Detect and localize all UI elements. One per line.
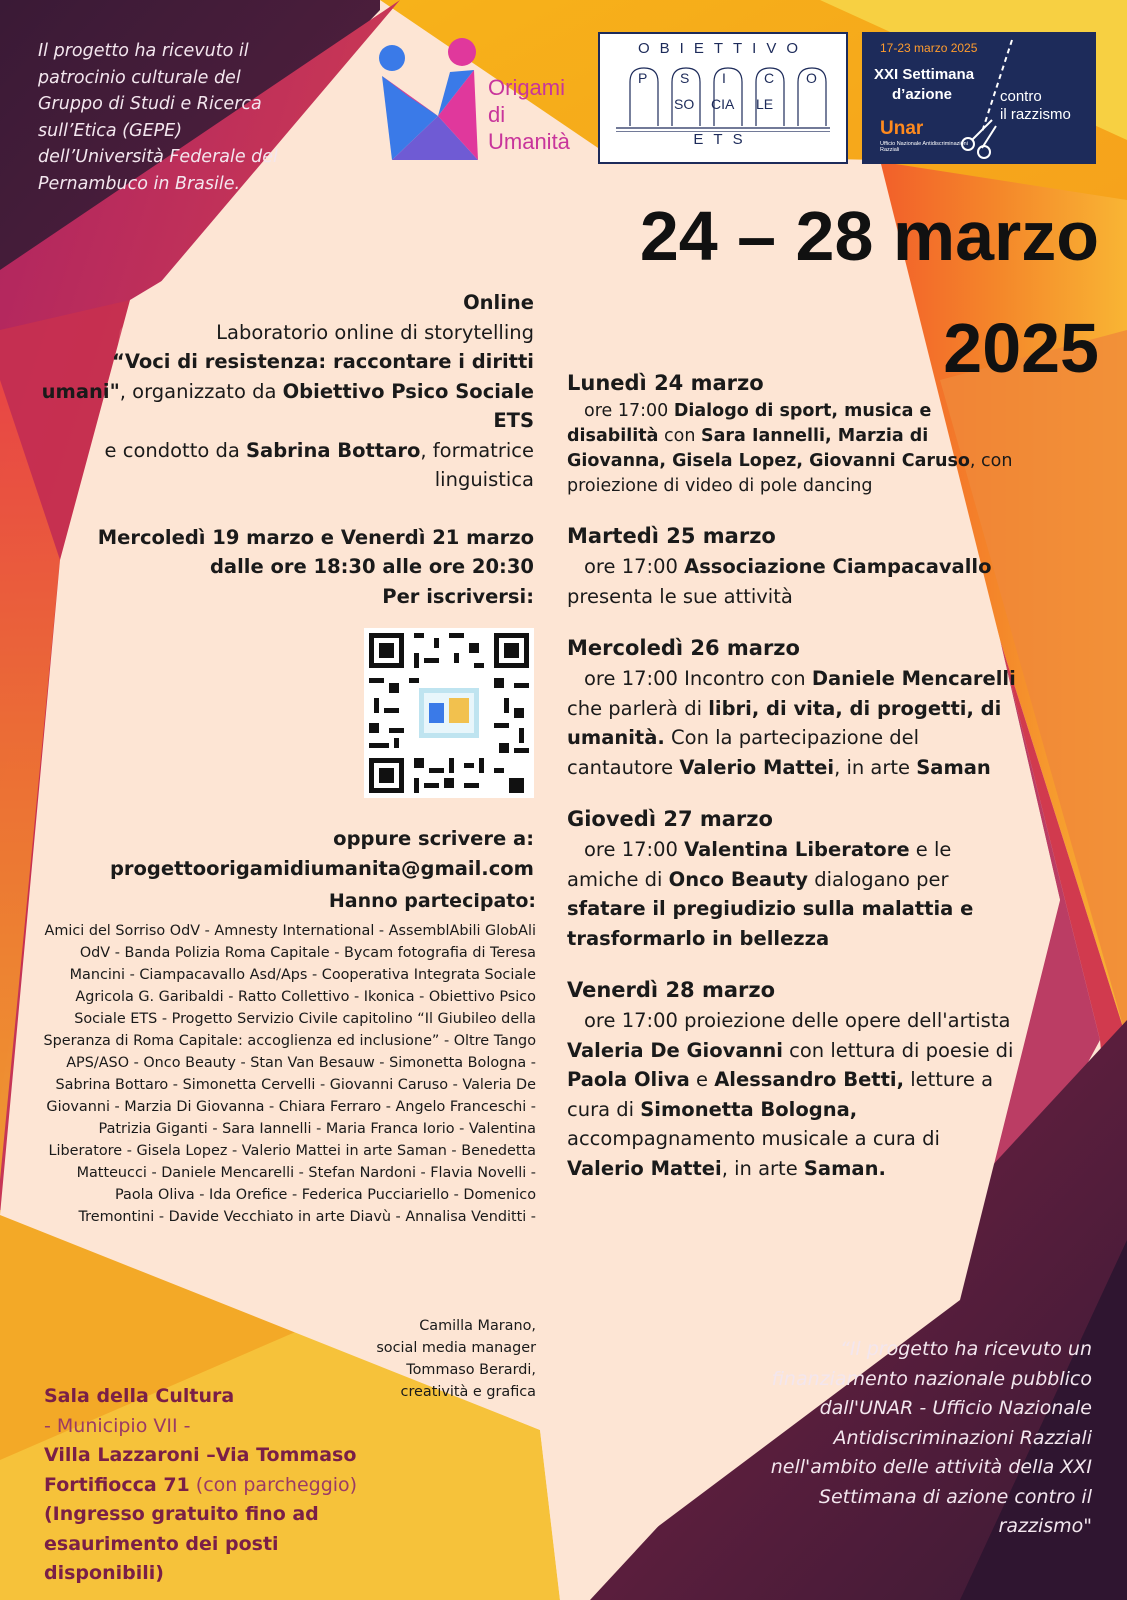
patronage-note: Il progetto ha ricevuto il patrocinio culturale del Gruppo di Studi e Ricerca sull’Etica (GEPE) dell’Università Federale del Pernambuco in Brasile. [38, 41, 278, 194]
unar-line-1: XXI Settimana [874, 66, 975, 83]
unar-brand: Unar [880, 118, 924, 139]
signup-label: Per iscriversi: [382, 584, 534, 608]
funding-quote: “Il progetto ha ricevuto un finanziamento nazionale pubblico dall'UNAR - Ufficio Nazionale Antidiscriminazioni Razziali nell'ambito delle attività della XXI Settimana di azione contro il razzismo" [770, 1338, 1092, 1537]
day-4-topic: sfatare il pregiudizio sulla malattia e trasformarlo in bellezza [567, 897, 974, 950]
online-hours: dalle ore 18:30 alle ore 20:30 [209, 555, 534, 578]
day-4-guest: Valentina Liberatore [684, 838, 910, 861]
online-lab-line: Laboratorio online di storytelling [216, 320, 534, 344]
partners-list: Amici del Sorriso OdV - Amnesty International - AssemblAbili GlobAli OdV - Banda Polizia Roma Capitale - Bycam fotografia di Teresa Mancini - Ciampacavallo Asd/Aps - Cooperativa Integrata Sociale Agricola G. Garibaldi - Ratto Collettivo - Ikonica - Obiettivo Psico Sociale ETS - Progetto Servizio Civile capitolino “Il Giubileo della Speranza di Roma Capitale: accoglienza ed inclusione” - Oltre Tango APS/ASO - Onco Beauty - Stan Van Besauw - Simonetta Bologna - Sabrina Bottaro - Simonetta Cervelli - Giovanni Caruso - Valeria De Giovanni - Marzia Di Giovanna - Chiara Ferraro - Angelo Franceschi - Patrizia Giganti - Sara Iannelli - Maria Franca Iorio - Valentina Liberatore - Gisela Lopez - Valerio Mattei in arte Saman - Benedetta Matteucci - Daniele Mencarelli - Stefan Nardoni - Flavia Novelli - Paola Oliva - Ida Orefice - Federica Pucciariello - Domenico Tremontini - Davide Vecchiato in arte Diavù - Annalisa Venditti - [43, 923, 536, 1225]
origami-di-umanita-logo [378, 36, 598, 164]
program-day-1 [567, 368, 1017, 499]
credit-1-role: social media manager [376, 1340, 536, 1356]
organizer-name: Obiettivo Psico Sociale ETS [282, 379, 534, 432]
online-heading: Online [463, 291, 534, 314]
venue-free-entry: (Ingresso gratuito fino ad esaurimento dei posti disponibili) [44, 1503, 319, 1584]
day-5-text-1: con lettura di poesie di [782, 1038, 1014, 1062]
day-5-text-3: letture a cura di [567, 1068, 994, 1121]
program-day-4 [567, 804, 1017, 953]
day-5-poet-2: Alessandro Betti, [714, 1068, 905, 1091]
venue-name: Sala della Cultura [44, 1385, 235, 1407]
ops-letter-s: S [680, 70, 690, 86]
ops-bottom-word: ETS [693, 131, 753, 148]
venue-parking: (con parcheggio) [189, 1473, 358, 1496]
organized-by-text: , organizzato da [119, 379, 283, 403]
ops-syllable-so: SO [674, 96, 695, 112]
day-3-time: ore 17:00 Incontro con [584, 667, 812, 690]
day-4-text-1: e le amiche di [567, 838, 952, 891]
day-1-guests: Sara Iannelli, Marzia di Giovanna, Gisela Lopez, Giovanni Caruso [567, 426, 970, 471]
day-1-text-1: con [658, 426, 701, 446]
unar-subtitle: Ufficio Nazionale Antidiscriminazioni Razziali [880, 141, 968, 153]
contact-section [40, 824, 534, 883]
venue-info [44, 1382, 404, 1589]
write-to-label: oppure scrivere a: [333, 827, 534, 850]
ops-syllable-cia: CIA [711, 96, 735, 112]
program-day-3 [567, 633, 1017, 782]
day-5-time: ore 17:00 proiezione delle opere dell'artista [584, 1009, 1011, 1032]
day-3-text-3: , in arte [834, 755, 917, 779]
contact-email-link[interactable]: progettoorigamidiumanita@gmail.com [109, 856, 534, 880]
day-5-text-4: accompagnamento musicale a cura di [567, 1127, 940, 1150]
day-3-topic: libri, di vita, di progetti, di umanità. [567, 696, 1002, 749]
teacher-name: Sabrina Bottaro [246, 438, 421, 462]
unar-settimana-logo [862, 32, 1096, 164]
day-3-description [567, 664, 1017, 782]
day-3-guest: Daniele Mencarelli [811, 667, 1016, 690]
credit-2-role: creatività e grafica [400, 1384, 536, 1400]
day-2-guest: Associazione Ciampacavallo [684, 555, 992, 578]
day-4-time: ore 17:00 [584, 838, 685, 861]
day-5-title: Venerdì 28 marzo [567, 978, 776, 1002]
venue-address-line [44, 1441, 404, 1500]
venue-municipio: - Municipio VII - [44, 1414, 191, 1437]
unar-dates: 17-23 marzo 2025 [880, 41, 978, 55]
day-4-association: Onco Beauty [668, 867, 809, 891]
workshop-title: “Voci di resistenza: raccontare i diritti umani" [41, 350, 534, 403]
day-2-description [567, 552, 1017, 611]
program-day-2 [567, 521, 1017, 611]
day-3-text-1: che parlerà di [567, 696, 709, 720]
day-5-stage-name: Saman. [803, 1156, 886, 1180]
ops-letter-i: I [722, 70, 726, 86]
signup-qr-code[interactable] [364, 628, 534, 798]
day-5-text-2: e [689, 1068, 715, 1091]
day-4-text-2: dialogano per [808, 867, 949, 891]
event-dates-line-1: 24 – 28 marzo [639, 197, 1099, 275]
ops-syllable-le: LE [756, 96, 774, 112]
origami-word-2: di [488, 102, 506, 127]
origami-word-3: Umanità [488, 129, 570, 154]
event-dates-line-2: 2025 [943, 309, 1099, 387]
led-by-text: e condotto da [104, 438, 246, 462]
unar-line-4: il razzismo [1000, 106, 1071, 123]
ops-letter-p: P [638, 70, 648, 86]
day-5-text-5: , in arte [721, 1156, 804, 1180]
qr-code-icon [364, 628, 534, 798]
online-dates: Mercoledì 19 marzo e Venerdì 21 marzo [97, 525, 534, 549]
day-3-text-2: Con la partecipazione del cantautore [567, 726, 920, 779]
unar-line-3: contro [1000, 88, 1042, 105]
origami-figures-icon [378, 36, 488, 164]
day-1-text-2: , con proiezione di video di pole dancing [567, 451, 1013, 496]
day-5-description [567, 1006, 1017, 1183]
day-2-text-1: presenta le sue attività [567, 584, 793, 608]
online-led-by [40, 436, 534, 495]
credit-1-name: Camilla Marano, [419, 1318, 536, 1334]
day-5-poet-1: Paola Oliva [567, 1068, 690, 1091]
ops-top-word: OBIETTIVO [637, 40, 808, 57]
day-1-time: ore 17:00 [584, 401, 674, 421]
unar-line-2: d’azione [892, 86, 953, 103]
day-1-topic: Dialogo di sport, musica e disabilità [567, 401, 932, 446]
day-3-title: Mercoledì 26 marzo [567, 636, 800, 660]
program-day-5 [567, 975, 1017, 1183]
online-workshop-section [40, 288, 534, 611]
day-5-musician: Valerio Mattei [567, 1156, 722, 1180]
ops-letter-o: O [806, 70, 817, 86]
program-schedule [567, 368, 1017, 1205]
venue-address: Villa Lazzaroni –Via Tommaso Fortifiocca 71 [44, 1444, 357, 1496]
teacher-role: , formatrice linguistica [420, 438, 534, 491]
day-2-title: Martedì 25 marzo [567, 524, 776, 548]
obiettivo-psico-sociale-logo [598, 32, 848, 164]
day-3-stage-name: Saman [916, 755, 991, 779]
partners-heading: Hanno partecipato: [328, 890, 536, 912]
day-4-description [567, 835, 1017, 953]
day-1-description [567, 399, 1017, 499]
day-5-reader: Simonetta Bologna, [640, 1097, 858, 1121]
day-2-time: ore 17:00 [584, 555, 685, 578]
day-1-title: Lunedì 24 marzo [567, 371, 764, 395]
day-4-title: Giovedì 27 marzo [567, 807, 773, 831]
ops-letter-c: C [764, 70, 775, 86]
online-workshop-description [40, 347, 534, 436]
day-5-artist: Valeria De Giovanni [567, 1038, 783, 1062]
origami-word-1: Origami [488, 75, 566, 100]
credit-2-name: Tommaso Berardi, [406, 1362, 536, 1378]
day-3-singer: Valerio Mattei [679, 755, 835, 779]
